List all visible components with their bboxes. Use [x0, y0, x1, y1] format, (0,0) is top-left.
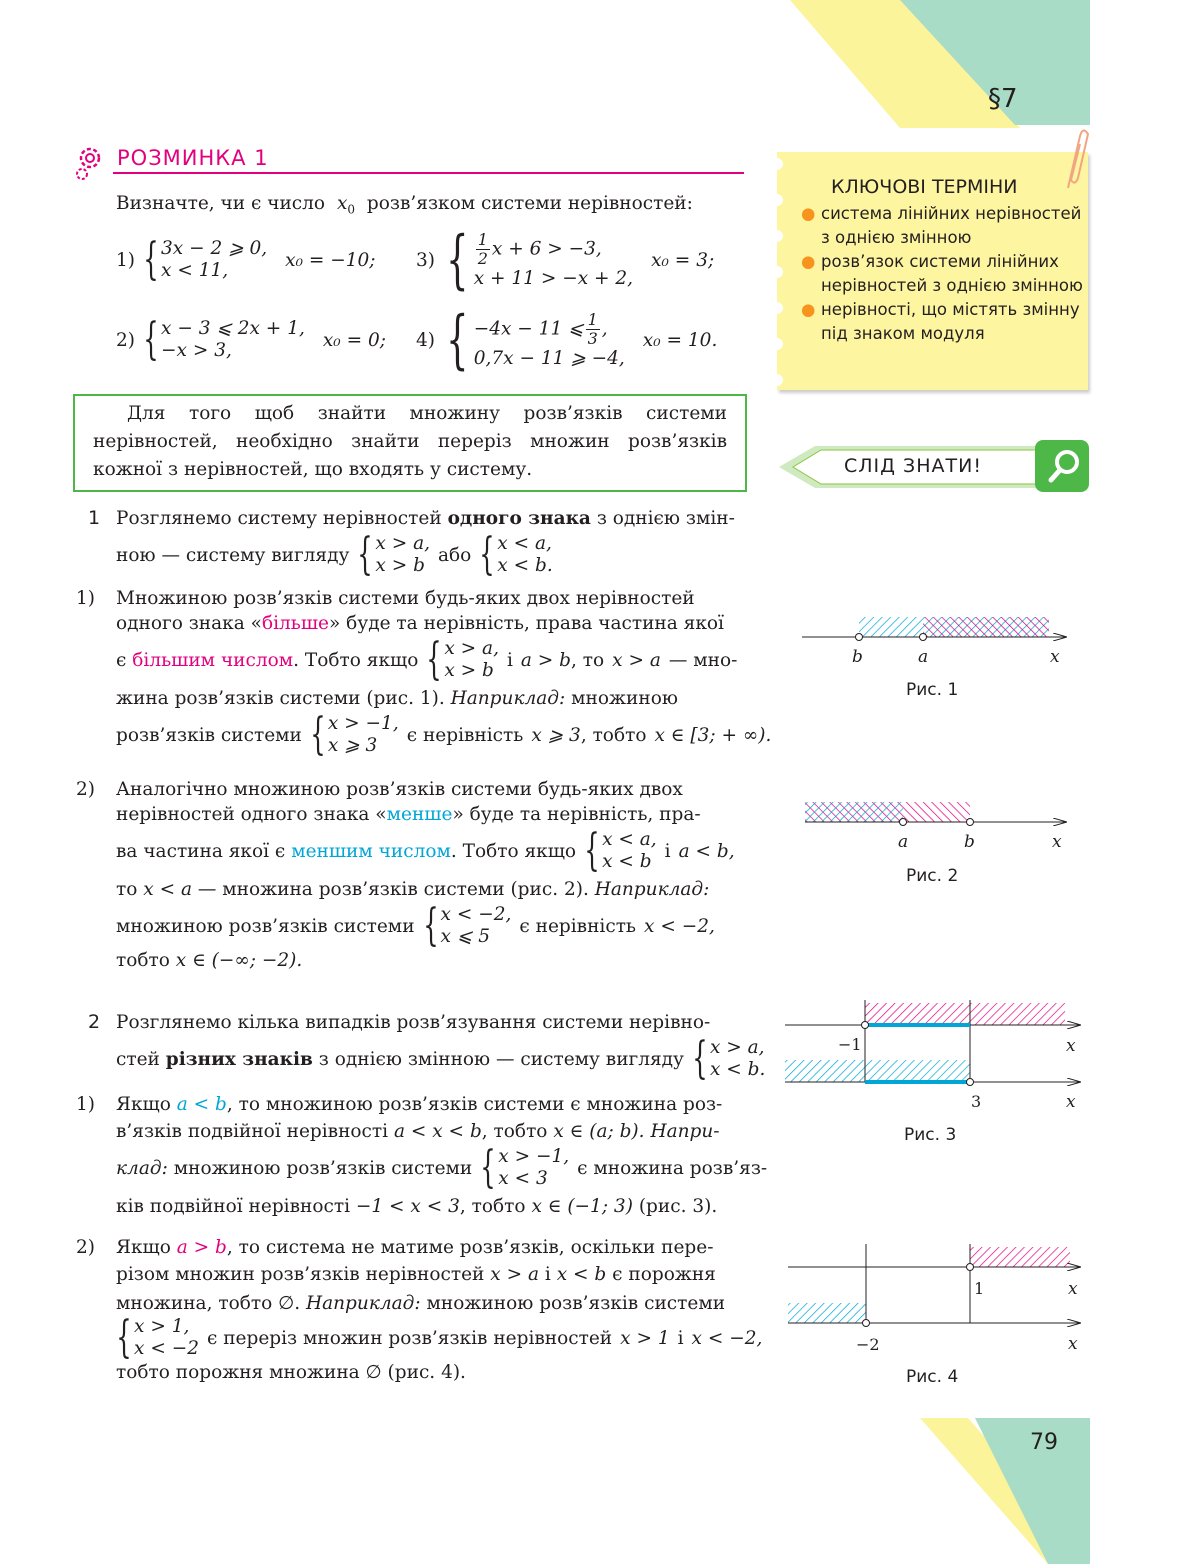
section1-intro: Розглянемо систему нерівностей одного знака з однією змін-	[116, 508, 735, 529]
gear-icon	[74, 144, 106, 182]
section1-intro-systems: ною — систему вигляду { x > a, x > b або { x < a, x < b.	[116, 529, 553, 580]
warmup-task: Визначте, чи є число $x_0$ розв’язком системи нерівностей:	[116, 193, 693, 217]
figure-3	[785, 1000, 1080, 1086]
fig2-caption: Рис. 2	[906, 866, 959, 886]
section2-point2: 2) Якщо a > b, то система не матиме розв’язків, оскільки пере- різом множин розв’язків нерівностей x > a і x < b є порожня множина, тобто ∅. Наприклад: множиною розв’язків системи { x > 1, x < −2 є переріз множин розв’язків нерівностей x > 1 і x < −2, тобто порожня множина ∅ (рис. 4).	[76, 1237, 763, 1383]
corner-decoration-bottom	[920, 1418, 1090, 1564]
fig2-label-a: a	[898, 832, 909, 852]
warmup-title: РОЗМИНКА 1	[117, 146, 269, 170]
fig4-shade-bottom	[788, 1303, 866, 1323]
figure-1	[802, 617, 1066, 641]
fig3-label-minus1: −1	[838, 1035, 862, 1054]
warmup-item-2: 2) { x − 3 ⩽ 2x + 1, −x > 3, x₀ = 0;	[116, 314, 386, 365]
fig3-label-3: 3	[971, 1092, 982, 1111]
section2-point1: 1) Якщо a < b, то множиною розв’язків системи є множина роз- в’язків подвійної нерівності a < x < b, тобто x ∈ (a; b). Напри- клад: множиною розв’язків системи { x > −1, x < 3 є множина розв’яз- ків подвійної нерівності −1 < x < 3, тобто x ∈ (−1; 3) (рис. 3).	[76, 1094, 768, 1217]
fig2-shade-a	[805, 802, 903, 822]
key-term-item: ● система лінійних нерівностей з однією змінною	[801, 204, 1082, 247]
fig1-label-a: a	[918, 647, 929, 667]
key-terms-title: КЛЮЧОВІ ТЕРМІНИ	[831, 176, 1018, 198]
section1	[88, 506, 744, 580]
key-term-item: ● нерівності, що містять змінну під знаком модуля	[801, 300, 1080, 343]
fig1-caption: Рис. 1	[906, 680, 959, 700]
rule-box: Для того щоб знайти множину розв’язків системи нерівностей, необхідно знайти переріз множин розв’язків кожної з нерівностей, що входять у систему.	[73, 394, 747, 492]
section2: 2 Розглянемо кілька випадків розв’язування системи нерівно- стей різних знаків з однією змінною — систему вигляду { x > a, x < b.	[88, 1011, 766, 1084]
fig1-label-b: b	[852, 647, 863, 667]
fig2-label-x: x	[1052, 832, 1062, 852]
fig4-label-x-bottom: x	[1068, 1334, 1078, 1354]
warmup-item-1: 1) { 3x − 2 ⩾ 0, x < 11, x₀ = −10;	[116, 234, 376, 285]
fig3-label-x-top: x	[1066, 1036, 1076, 1056]
fig1-label-x: x	[1050, 647, 1060, 667]
fig3-caption: Рис. 3	[904, 1125, 957, 1145]
section1-number: 1	[88, 507, 101, 529]
fig3-shade-top	[865, 1003, 1065, 1025]
fig3-shade-bottom	[785, 1060, 970, 1082]
section2-number: 2	[88, 1011, 101, 1033]
section1-point1: 1) Множиною розв’язків системи будь-яких двох нерівностей одного знака «більше» буде та нерівність, права частина якої є більшим числом. Тобто якщо { x > a, x > b і a > b , то x > a — мно- жина розв’язків системи (рис. 1). Наприклад: множиною розв’язків системи { x > −1, x ⩾ 3 є нерівність x ⩾ 3 , тобто x ∈ [3; + ∞).	[76, 588, 772, 760]
note-holes	[773, 152, 787, 390]
fig4-label-1: 1	[974, 1279, 985, 1298]
fig2-label-b: b	[964, 832, 975, 852]
warmup-item-4: 4) { −4x − 11 ⩽ $\frac{1}{3}$ , 0,7x − 11 ⩾ −4, x₀ = 10.	[416, 303, 718, 377]
fig3-label-x-bottom: x	[1066, 1092, 1076, 1112]
section1-point2: 2) Аналогічно множиною розв’язків системи будь-яких двох нерівностей одного знака «менше» буде та нерівність, пра- ва частина якої є меншим числом. Тобто якщо { x < a, x < b і a < b, то x < a — множина розв’язків системи (рис. 2). Наприклад: множиною розв’язків системи { x < −2, x ⩽ 5 є нерівність x < −2, тобто x ∈ (−∞; −2).	[76, 779, 735, 971]
warmup-underline	[113, 172, 744, 174]
must-know-label: СЛІД ЗНАТИ!	[844, 455, 982, 477]
fig4-shade-top	[970, 1247, 1070, 1267]
fig4-caption: Рис. 4	[906, 1367, 959, 1387]
key-term-item: ● розв’язок системи лінійних нерівностей з однією змінною	[801, 252, 1083, 295]
section-number: §7	[988, 84, 1018, 114]
key-terms-note	[777, 152, 1088, 390]
paperclip-icon	[1058, 128, 1092, 194]
fig4-label-x-top: x	[1068, 1279, 1078, 1299]
figure-4	[788, 1244, 1080, 1327]
key-terms-list	[799, 202, 1091, 346]
fig4-label-minus2: −2	[856, 1335, 880, 1354]
figure-2	[805, 802, 1066, 826]
fig1-shade-a	[923, 617, 1049, 637]
warmup-item-3: 3) { $\frac{1}{2}$ x + 6 > −3, x + 11 > −x + 2, x₀ = 3;	[416, 223, 715, 297]
page-number: 79	[1030, 1430, 1058, 1455]
figures-panel	[780, 600, 1090, 1420]
corner-decoration-top	[780, 0, 1090, 128]
